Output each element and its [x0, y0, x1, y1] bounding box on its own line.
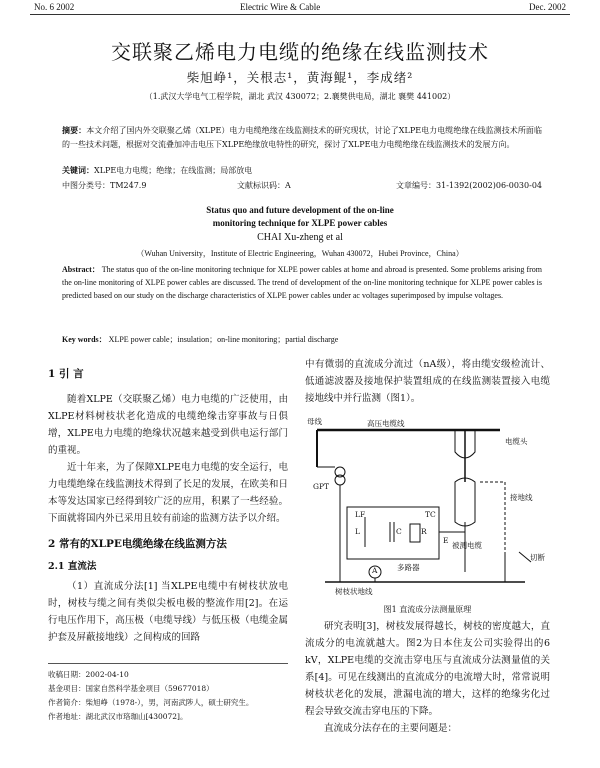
- figure1-caption: 图1 直流成分法测量原理: [383, 605, 472, 614]
- english-title-line1: Status quo and future development of the on-line: [206, 205, 394, 215]
- label-cutoff: 切断: [530, 553, 545, 562]
- english-author: CHAI Xu-zheng et al: [257, 232, 343, 243]
- label-ground-ref: 树枝状地线: [335, 587, 373, 596]
- footnote-address: 作者地址：湖北武汉市珞珈山[430072]。: [48, 712, 188, 721]
- tested-cable-body: [455, 478, 475, 526]
- label-c: C: [396, 527, 402, 536]
- article-number: 文章编号：31-1392(2002)06-0030-04: [396, 181, 542, 190]
- left-column: [48, 366, 288, 646]
- section1-paragraph1: 随着XLPE（交联聚乙烯）电力电缆的广泛使用，由XLPE材料树枝状老化造成的电缆绝缘击穿事故与日俱增，XLPE电力电缆的绝缘状况越来越受到供电运行部门的重视。: [48, 394, 288, 456]
- footnote-fund: 基金项目：国家自然科学基金项目（59677018）: [48, 684, 214, 693]
- keywords-cn-label: 关键词：: [62, 165, 94, 175]
- label-tested-cable: 被测电缆: [452, 541, 482, 550]
- section1-paragraph2: 近十年来，为了保障XLPE电力电缆的安全运行，电力电缆绝缘在线监测技术得到了长足的发展，在欧美和日本等发达国家已经得到较广泛的应用，积累了一些经验。下面就将国内外已采用且较有前途的监测方法予以介绍。: [48, 462, 288, 524]
- right-paragraph3: 直流成分法存在的主要问题是：: [324, 723, 458, 734]
- figure1: [305, 412, 550, 602]
- label-e: E: [443, 536, 449, 545]
- label-gpt: GPT: [313, 482, 330, 491]
- running-header: [30, 2, 570, 15]
- english-title: [0, 204, 600, 230]
- doc-code: 文献标识码：A: [237, 181, 291, 190]
- issue-date: Dec. 2002: [529, 2, 566, 12]
- abstract-cn-text: 本文介绍了国内外交联聚乙烯（XLPE）电力电缆绝缘在线监测技术的研究现状，讨论了XLPE电力电缆绝缘在线监测技术所面临的一些技术问题，根据对交流叠加冲击电压下XLPE绝缘放电特性的研究，探讨了XLPE电力电缆绝缘在线监测技术的发展方向。: [62, 126, 542, 149]
- footnote-bio: 作者简介：柴旭峥（1978-），男，河南武陟人，硕士研究生。: [48, 698, 254, 707]
- english-abstract: [62, 263, 542, 302]
- abstract-cn-label: 摘要：: [62, 125, 87, 135]
- label-lf: LF: [355, 510, 366, 519]
- label-l: L: [355, 527, 360, 536]
- clc-number: 中图分类号：TM247.9: [62, 181, 147, 190]
- right-column-bottom: [305, 618, 550, 737]
- label-cable-head: 电缆头: [505, 437, 528, 446]
- footnote-received: 收稿日期：2002-04-10: [48, 670, 129, 679]
- english-affiliation: （Wuhan University，Institute of Electric Engineering，Wuhan 430072，Hubei Province，China）: [136, 249, 464, 258]
- right-paragraph1: 中有微弱的直流成分流过（nA级），将由缆安级检流计、低通滤波器及接地保护装置组成的在线监测装置接入电缆接地线中并行监测（图1）。: [305, 359, 550, 404]
- journal-name: Electric Wire & Cable: [240, 2, 321, 12]
- affiliation: （1.武汉大学电气工程学院，湖北 武汉 430072；2.襄樊供电局，湖北 襄樊 441002）: [144, 92, 456, 101]
- english-abstract-label: Abstract：: [62, 265, 100, 274]
- keywords-cn-text: XLPE电力电缆；绝缘；在线监测；局部放电: [94, 166, 253, 175]
- right-column-top: [305, 356, 550, 407]
- english-keywords-label: Key words：: [62, 335, 107, 344]
- issue-number: No. 6 2002: [34, 2, 75, 12]
- label-busbar: 母线: [307, 417, 322, 426]
- label-r: R: [421, 527, 427, 536]
- english-title-line2: monitoring technique for XLPE power cables: [212, 218, 388, 228]
- paper-title: 交联聚乙烯电力电缆的绝缘在线监测技术: [111, 40, 489, 64]
- abstract-cn: [62, 123, 542, 152]
- label-tc: TC: [425, 510, 436, 519]
- section1-heading: 1 引 言: [48, 368, 84, 380]
- english-keywords: [62, 334, 338, 345]
- label-mux: 多路器: [397, 563, 420, 572]
- resistor-r: [410, 524, 420, 542]
- label-ground-line: 接地线: [510, 493, 533, 502]
- right-paragraph2: 研究表明[3]，树枝发展得越长，树枝的密度越大，直流成分的电流就越大。图2为日本住友公司实验得出的6 kV，XLPE电缆的交流击穿电压与直流成分法测量值的关系[4]。可见在线测出的直流成分的电流增大时，常常说明树枝状老化的发展，泄漏电流的增大，这样的绝缘劣化过程会导致交流击穿电压的下降。: [305, 621, 550, 717]
- label-ammeter: A: [372, 566, 378, 575]
- footnote: [48, 663, 288, 724]
- section2-paragraph1: （1）直流成分法[1] 当XLPE电缆中有树枝状放电时，树枝与缆之间有类似尖板电极的整流作用[2]。在运行电压作用下，高压极（电缆导线）与低压极（电缆金属护套及屏蔽接地线）之间构成的回路: [48, 581, 288, 643]
- keywords-cn: [62, 165, 252, 176]
- section2-heading: 2 常有的XLPE电缆绝缘在线监测方法: [48, 538, 227, 550]
- english-abstract-text: The status quo of the on-line monitoring technique for XLPE power cables at home and abroad is presented. Some problems arising from the on-line monitoring of XLPE power cables are discussed. The trend of development of the on-line monitoring technique for XLPE power cables is predicted based on our study on the discharge characteristics of XLPE power cables under ac voltages superimposed by impulse voltages.: [62, 265, 542, 300]
- authors: 柴旭峥¹，关根志¹，黄海鲲¹，李成绪²: [186, 70, 414, 85]
- subsection-heading: 2.1 直流法: [48, 561, 97, 572]
- label-hv-cable: 高压电缆线: [367, 419, 405, 428]
- english-keywords-text: XLPE power cable；insulation；on-line monitoring；partial discharge: [108, 335, 339, 344]
